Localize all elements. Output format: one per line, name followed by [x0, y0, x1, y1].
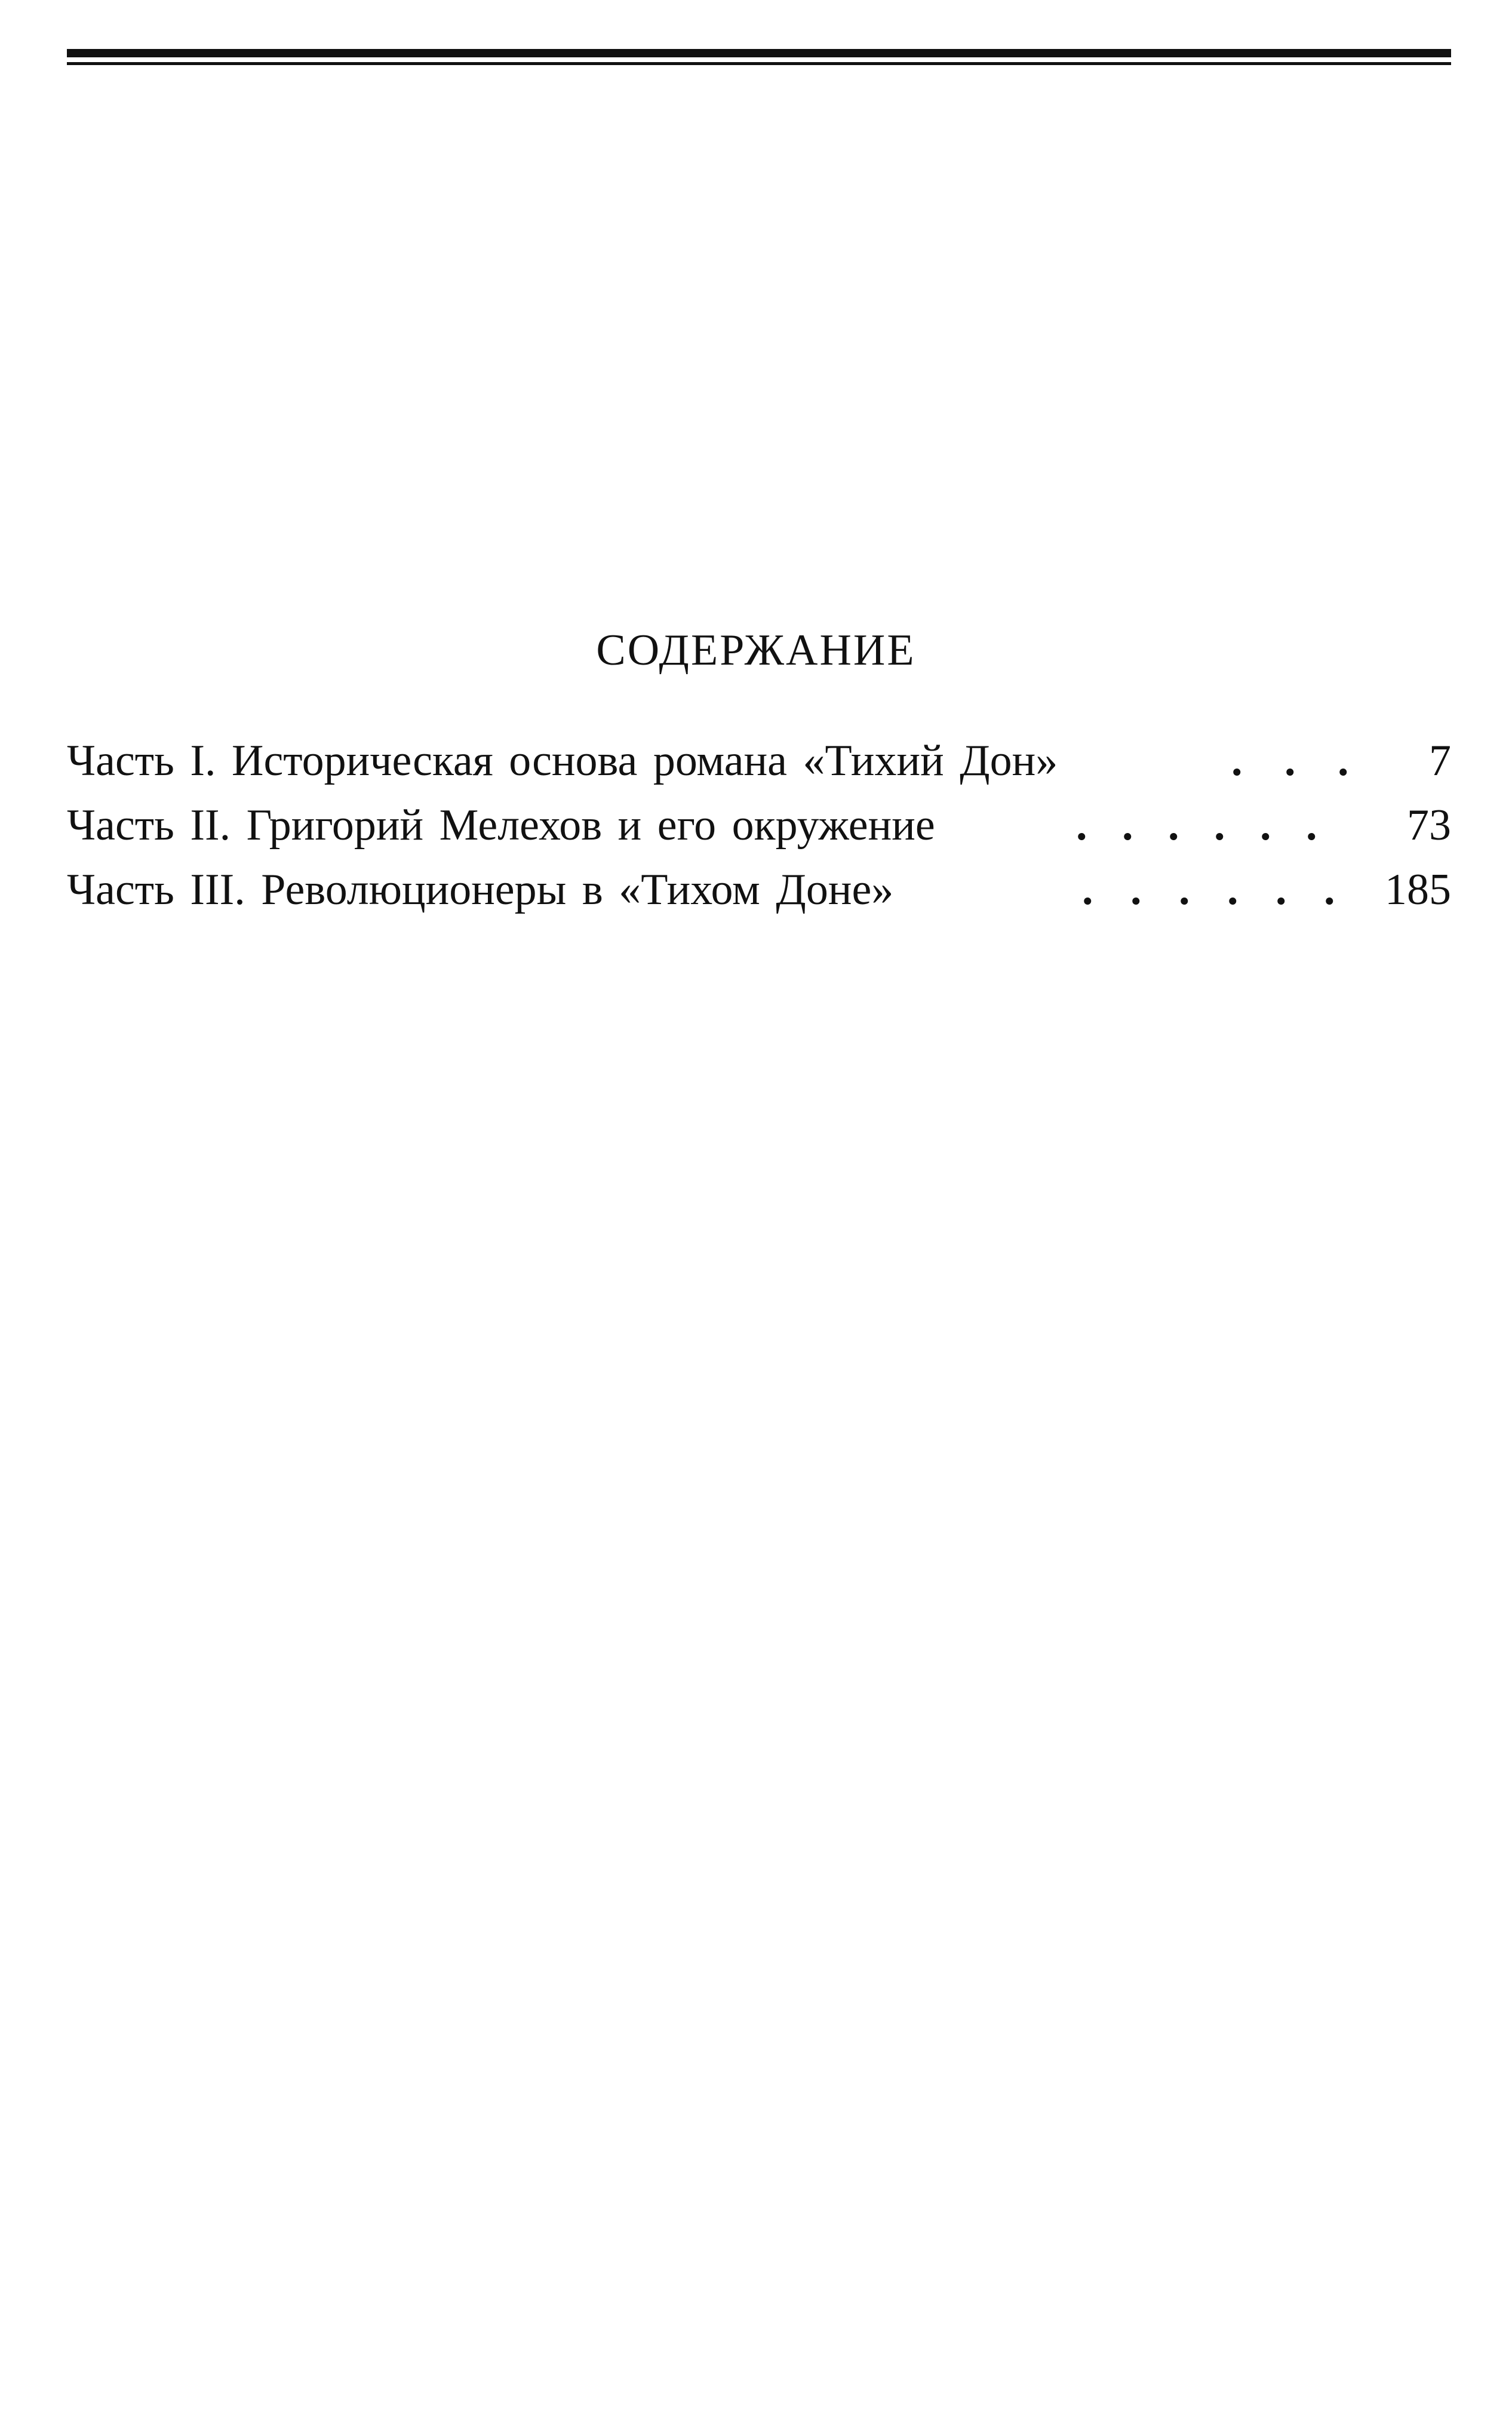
- top-rule-thin-line: [67, 62, 1451, 65]
- toc-entry-page-number: 185: [1385, 865, 1451, 914]
- toc-entry-leader-dots: . . . . . .: [1082, 865, 1335, 914]
- toc-entry-text: Часть I. Историческая основа романа «Тихий Дон»: [67, 736, 1058, 785]
- toc-entry-part-2[interactable]: [67, 793, 1451, 857]
- toc-entry-part-1[interactable]: [67, 729, 1451, 793]
- toc-entry-page-number: 73: [1407, 801, 1451, 850]
- top-decorative-rule: [67, 49, 1451, 68]
- toc-entry-part-3[interactable]: [67, 857, 1451, 922]
- contents-list: [67, 729, 1451, 922]
- toc-entry-leader-dots: . . .: [1231, 736, 1349, 785]
- toc-entry-text: Часть III. Революционеры в «Тихом Доне»: [67, 865, 894, 914]
- toc-entry-text: Часть II. Григорий Мелехов и его окружение: [67, 801, 935, 850]
- toc-entry-page-number: 7: [1429, 736, 1451, 785]
- contents-title: СОДЕРЖАНИЕ: [596, 626, 916, 675]
- toc-entry-leader-dots: . . . . . .: [1076, 801, 1317, 850]
- top-rule-thick-line: [67, 49, 1451, 57]
